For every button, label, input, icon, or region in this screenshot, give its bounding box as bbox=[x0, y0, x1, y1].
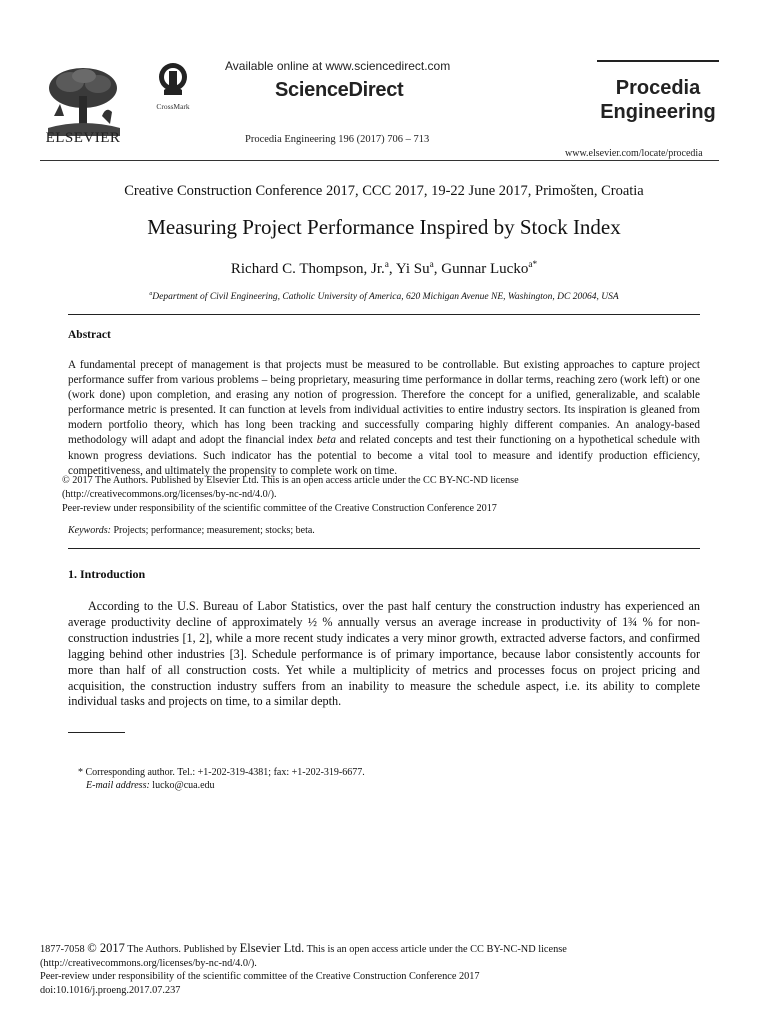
author-name: Gunnar Lucko bbox=[441, 261, 529, 277]
journal-reference: Procedia Engineering 196 (2017) 706 – 713 bbox=[245, 134, 430, 145]
license-text: This is an open access article under the CC BY-NC-ND license bbox=[304, 944, 567, 955]
affiliation bbox=[0, 291, 768, 302]
copyright-text: The Authors. Published by bbox=[124, 944, 240, 955]
abstract-bottom-rule bbox=[68, 548, 700, 549]
author-affiliation-mark: a* bbox=[528, 260, 538, 270]
abstract-italic-term: beta bbox=[316, 434, 336, 447]
abstract-text-part1: A fundamental precept of management is that projects must be measured to be controllable. But existing approaches to capture project performance suffer from various problems – being proprietary, measuring time performance in dollar terms, reaching zero (work left) or one (work done) upon completion, and erasing any notion of progression. Therefore the concept for a unified, generalizable, and scalable performance metric is presented. It can function at levels from individual activities to entire industry sectors. Its inspiration is gleaned from modern portfolio theory, which has long been tracking and successfully comparing highly different companies. An analogy-based methodology will adapt and adopt the financial index bbox=[68, 359, 700, 447]
license-link[interactable]: (http://creativecommons.org/licenses/by-nc-nd/4.0/). bbox=[62, 489, 277, 500]
sciencedirect-logo[interactable]: ScienceDirect bbox=[275, 79, 404, 101]
copyright-year: © 2017 bbox=[87, 941, 125, 955]
journal-url-link[interactable]: www.elsevier.com/locate/procedia bbox=[565, 148, 703, 159]
author-name: Yi Su bbox=[395, 261, 430, 277]
author-separator: , bbox=[433, 261, 442, 277]
journal-title bbox=[597, 76, 719, 124]
keywords-label: Keywords: bbox=[68, 525, 111, 536]
affiliation-text: Department of Civil Engineering, Catholic University of America, 620 Michigan Avenue NE, Washington, DC 20064, USA bbox=[152, 292, 619, 303]
email-line bbox=[78, 779, 365, 792]
available-online-text: Available online at www.sciencedirect.com bbox=[225, 59, 451, 73]
corresponding-author-note: * Corresponding author. Tel.: +1-202-319-4381; fax: +1-202-319-6677. bbox=[78, 767, 365, 778]
author-affiliation-mark: a bbox=[384, 260, 389, 270]
copyright-line: © 2017 The Authors. Published by Elsevier Ltd. This is an open access article under the CC BY-NC-ND license bbox=[62, 475, 519, 486]
publisher-name: ELSEVIER bbox=[45, 130, 121, 146]
bottom-peer-review: Peer-review under responsibility of the scientific committee of the Creative Construction Conference 2017 bbox=[40, 971, 480, 982]
section-heading-introduction: 1. Introduction bbox=[68, 567, 146, 581]
crossmark-icon bbox=[158, 62, 188, 96]
bottom-license-link[interactable]: (http://creativecommons.org/licenses/by-nc-nd/4.0/). bbox=[40, 957, 257, 969]
email-address[interactable]: lucko@cua.edu bbox=[152, 780, 215, 791]
peer-review-note: Peer-review under responsibility of the scientific committee of the Creative Construction Conference 2017 bbox=[62, 503, 497, 514]
footnote bbox=[78, 766, 365, 792]
crossmark-badge[interactable] bbox=[148, 62, 198, 111]
footnote-divider bbox=[68, 732, 125, 733]
conference-name: Creative Construction Conference 2017, CCC 2017, 19-22 June 2017, Primošten, Croatia bbox=[124, 183, 644, 199]
email-label: E-mail address: bbox=[86, 780, 150, 791]
abstract-text-part2: and related concepts and test their functioning on a hypothetical schedule with known progress deviations. Such indicator has the potential to become a vital tool to measure and identify production efficiency, competitiveness, and ultimately the propensity to complete work on time. bbox=[68, 434, 700, 477]
header-divider bbox=[40, 160, 719, 161]
bottom-copyright-line bbox=[40, 942, 740, 957]
paper-title: Measuring Project Performance Inspired by Stock Index bbox=[147, 215, 621, 239]
keywords-list: Projects; performance; measurement; stocks; beta. bbox=[113, 525, 315, 536]
abstract-text bbox=[68, 358, 700, 479]
issn: 1877-7058 bbox=[40, 944, 85, 955]
publisher-name-bottom: Elsevier Ltd. bbox=[239, 941, 305, 955]
introduction-paragraph: According to the U.S. Bureau of Labor Statistics, over the past half century the construction industry has experienced an average productivity decline of approximately ½ % annually versus an average increase in productivity of 1¾ % for non-construction industries [1, 2], while a more recent study indicates a very minor growth, extracted adverse factors, and confirmed lagging behind other industries [3]. Schedule performance is of primary importance, because labor consistently accounts for more than half of all construction costs. Yet while a multiplicity of metrics and processes focus on project pricing and acquisition, the construction industry suffers from an inability to measure the schedule aspect, i.e. its ability to complete individual tasks and projects on time, to a similar depth. bbox=[68, 599, 700, 709]
journal-title-line2: Engineering bbox=[600, 101, 716, 123]
copyright-notice bbox=[62, 474, 702, 516]
affiliation-mark: a bbox=[149, 291, 153, 297]
author-name: Richard C. Thompson, Jr. bbox=[230, 261, 385, 277]
journal-title-box bbox=[597, 60, 719, 124]
doi[interactable]: doi:10.1016/j.proeng.2017.07.237 bbox=[40, 984, 181, 996]
journal-title-line1: Procedia bbox=[615, 77, 701, 99]
author-affiliation-mark: a bbox=[429, 260, 434, 270]
bottom-notice bbox=[40, 942, 740, 997]
author-list bbox=[0, 260, 768, 278]
author-separator: , bbox=[388, 261, 396, 277]
abstract-heading: Abstract bbox=[68, 329, 111, 341]
abstract-top-rule bbox=[68, 314, 700, 315]
crossmark-label: CrossMark bbox=[156, 102, 190, 111]
keywords bbox=[68, 525, 315, 536]
